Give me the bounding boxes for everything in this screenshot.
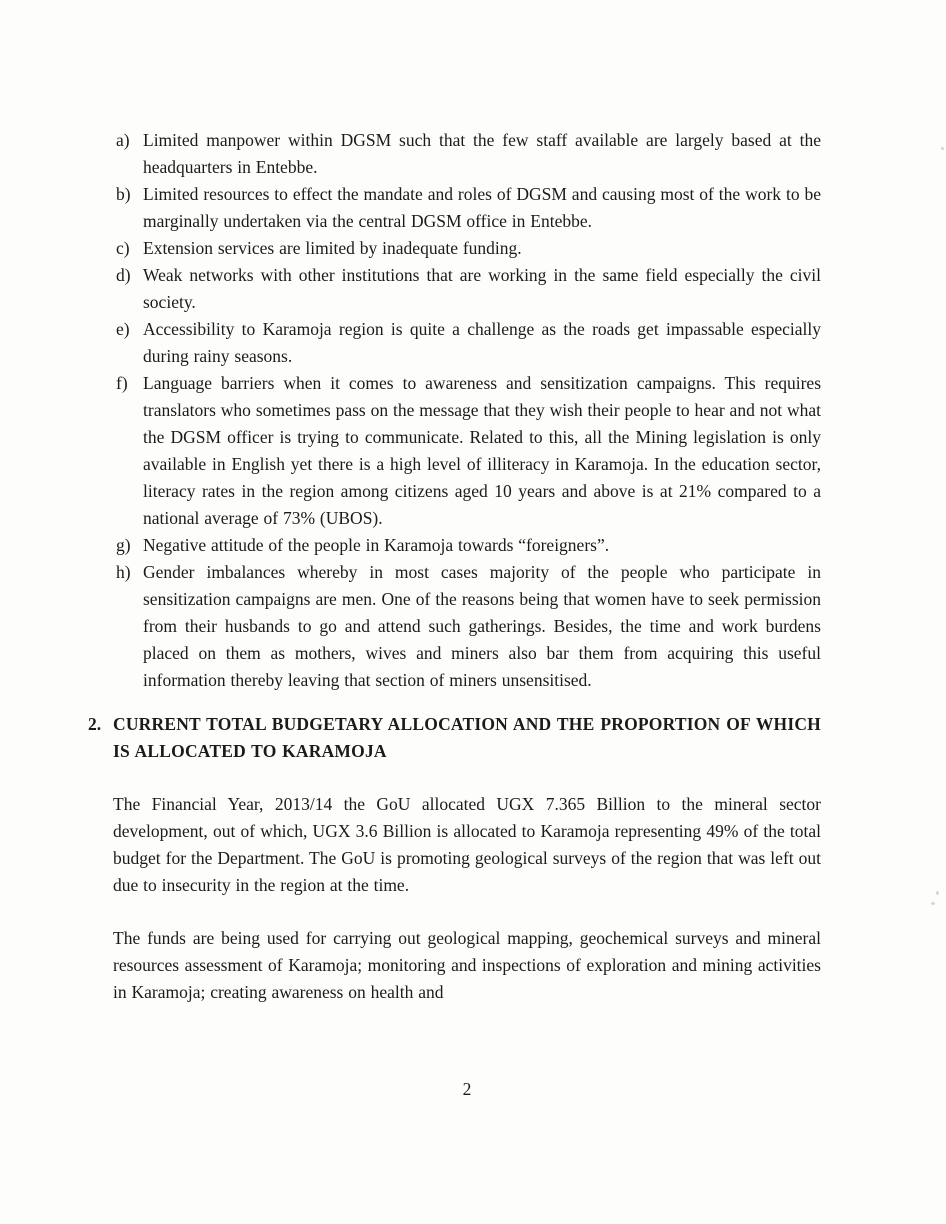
- list-item-text: Language barriers when it comes to awareness and sensitization campaigns. This requires translators who sometimes pass on the message that they wish their people to hear and not what the DGSM officer is trying to communicate. Related to this, all the Mining legislation is only available in English yet there is a high level of illiteracy in Karamoja. In the education sector, literacy rates in the region among citizens aged 10 years and above is at 21% compared to a national average of 73% (UBOS).: [143, 373, 821, 528]
- list-item-text: Limited manpower within DGSM such that the few staff available are largely based at the headquarters in Entebbe.: [143, 130, 821, 177]
- list-item-marker: g): [116, 535, 131, 555]
- list-item-marker: h): [116, 562, 131, 582]
- list-item-marker: a): [116, 130, 130, 150]
- list-item-text: Gender imbalances whereby in most cases majority of the people who participate in sensitization campaigns are men. One of the reasons being that women have to seek permission from their husbands to go and attend such gatherings. Besides, the time and work burdens placed on them as mothers, wives and miners also bar them from acquiring this useful information thereby leaving that section of miners unsensitised.: [143, 562, 821, 690]
- list-item-marker: c): [116, 238, 130, 258]
- paragraph: The funds are being used for carrying out geological mapping, geochemical surveys and mineral resources assessment of Karamoja; monitoring and inspections of exploration and mining activities in Karamoja; creating awareness on health and: [113, 928, 821, 1002]
- list-item-text: Negative attitude of the people in Karamoja towards “foreigners”.: [143, 535, 610, 555]
- list-item-text: Extension services are limited by inadequate funding.: [143, 238, 522, 258]
- list-item-text: Weak networks with other institutions that are working in the same field especially the civil society.: [143, 265, 821, 312]
- list-item: [113, 127, 821, 181]
- section-heading: [88, 711, 821, 765]
- list-item-marker: d): [116, 265, 131, 285]
- paragraph: The Financial Year, 2013/14 the GoU allocated UGX 7.365 Billion to the mineral sector development, out of which, UGX 3.6 Billion is allocated to Karamoja representing 49% of the total budget for the Department. The GoU is promoting geological surveys of the region that was left out due to insecurity in the region at the time.: [113, 794, 821, 895]
- scan-speckle: [941, 147, 944, 150]
- list-item-marker: b): [116, 184, 131, 204]
- list-item: [113, 559, 821, 694]
- list-item-text: Accessibility to Karamoja region is quite a challenge as the roads get impassable especially during rainy seasons.: [143, 319, 821, 366]
- list-item: [113, 235, 821, 262]
- list-item: [113, 370, 821, 532]
- page-number: 2: [462, 1079, 472, 1099]
- list-item: [113, 262, 821, 316]
- scan-speckle: [936, 891, 939, 895]
- list-item-marker: e): [116, 319, 130, 339]
- list-item: [113, 532, 821, 559]
- list-item: [113, 316, 821, 370]
- page-content: [88, 127, 821, 1006]
- list-item-marker: f): [116, 373, 128, 393]
- section-title: CURRENT TOTAL BUDGETARY ALLOCATION AND THE PROPORTION OF WHICH IS ALLOCATED TO KARAMOJA: [113, 714, 821, 761]
- list-item-text: Limited resources to effect the mandate and roles of DGSM and causing most of the work to be marginally undertaken via the central DGSM office in Entebbe.: [143, 184, 821, 231]
- challenges-list: [113, 127, 821, 694]
- list-item: [113, 181, 821, 235]
- scan-speckle: [931, 902, 935, 905]
- section-number: 2.: [88, 714, 102, 734]
